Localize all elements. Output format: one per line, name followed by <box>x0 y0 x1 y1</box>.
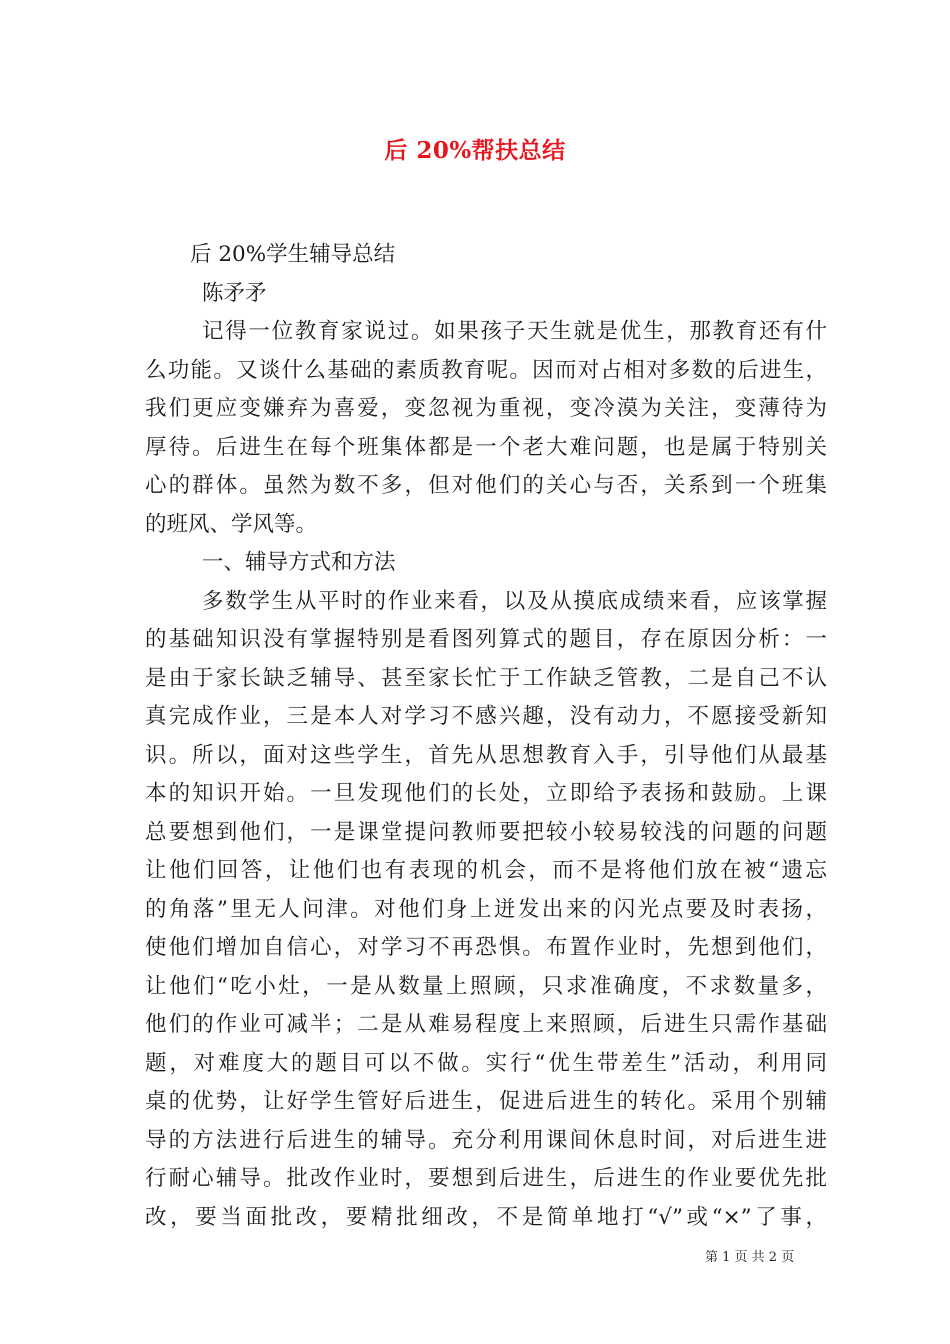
paragraph-line: 题，对难度大的题目可以不做。实行“优生带差生”活动，利用同 <box>145 1050 827 1076</box>
section-heading: 一、辅导方式和方法 <box>202 550 396 575</box>
paragraph-line: 么功能。又谈什么基础的素质教育呢。因而对占相对多数的后进生， <box>145 357 827 383</box>
paragraph-line: 多数学生从平时的作业来看，以及从摸底成绩来看，应该掌握 <box>202 588 827 614</box>
paragraph-line: 是由于家长缺乏辅导、甚至家长忙于工作缺乏管教，二是自己不认 <box>145 665 827 691</box>
paragraph-line: 的角落”里无人问津。对他们身上迸发出来的闪光点要及时表扬， <box>145 896 827 922</box>
document-body <box>145 236 827 1237</box>
paragraph-line: 的基础知识没有掌握特别是看图列算式的题目，存在原因分析：一 <box>145 627 827 652</box>
page-number: 第 1 页 共 2 页 <box>705 1250 795 1265</box>
paragraph-line: 使他们增加自信心，对学习不再恐惧。布置作业时，先想到他们， <box>145 935 827 960</box>
document-title: 后 20%帮扶总结 <box>384 137 566 164</box>
paragraph-line: 改，要当面批改，要精批细改，不是简单地打“√”或“×”了事， <box>145 1204 827 1230</box>
paragraph-line: 心的群体。虽然为数不多，但对他们的关心与否，关系到一个班集 <box>145 473 827 498</box>
paragraph-line: 我们更应变嫌弃为喜爱，变忽视为重视，变冷漠为关注，变薄待为 <box>145 396 827 421</box>
paragraph-line: 的班风、学风等。 <box>145 511 318 537</box>
paragraph-line: 导的方法进行后进生的辅导。充分利用课间休息时间，对后进生进 <box>145 1127 827 1153</box>
paragraph-line: 让他们回答，让他们也有表现的机会，而不是将他们放在被“遗忘 <box>145 858 827 883</box>
paragraph-line: 他们的作业可减半；二是从难易程度上来照顾，后进生只需作基础 <box>145 1012 827 1037</box>
paragraph-line: 总要想到他们，一是课堂提问教师要把较小较易较浅的问题的问题 <box>145 819 827 845</box>
paragraph-line: 桌的优势，让好学生管好后进生，促进后进生的转化。采用个别辅 <box>145 1089 827 1114</box>
author-name: 陈矛矛 <box>202 280 267 306</box>
document-subtitle: 后 20%学生辅导总结 <box>190 242 396 267</box>
paragraph-line: 本的知识开始。一旦发现他们的长处，立即给予表扬和鼓励。上课 <box>145 781 827 806</box>
paragraph-line: 让他们“吃小灶，一是从数量上照顾，只求准确度，不求数量多， <box>145 973 827 999</box>
paragraph-line: 厚待。后进生在每个班集体都是一个老大难问题，也是属于特别关 <box>145 434 827 460</box>
paragraph-line: 真完成作业，三是本人对学习不感兴趣，没有动力，不愿接受新知 <box>145 704 827 729</box>
paragraph-line: 识。所以，面对这些学生，首先从思想教育入手，引导他们从最基 <box>145 742 827 768</box>
paragraph-line: 行耐心辅导。批改作业时，要想到后进生，后进生的作业要优先批 <box>145 1166 827 1191</box>
paragraph-line: 记得一位教育家说过。如果孩子天生就是优生，那教育还有什 <box>202 319 827 344</box>
